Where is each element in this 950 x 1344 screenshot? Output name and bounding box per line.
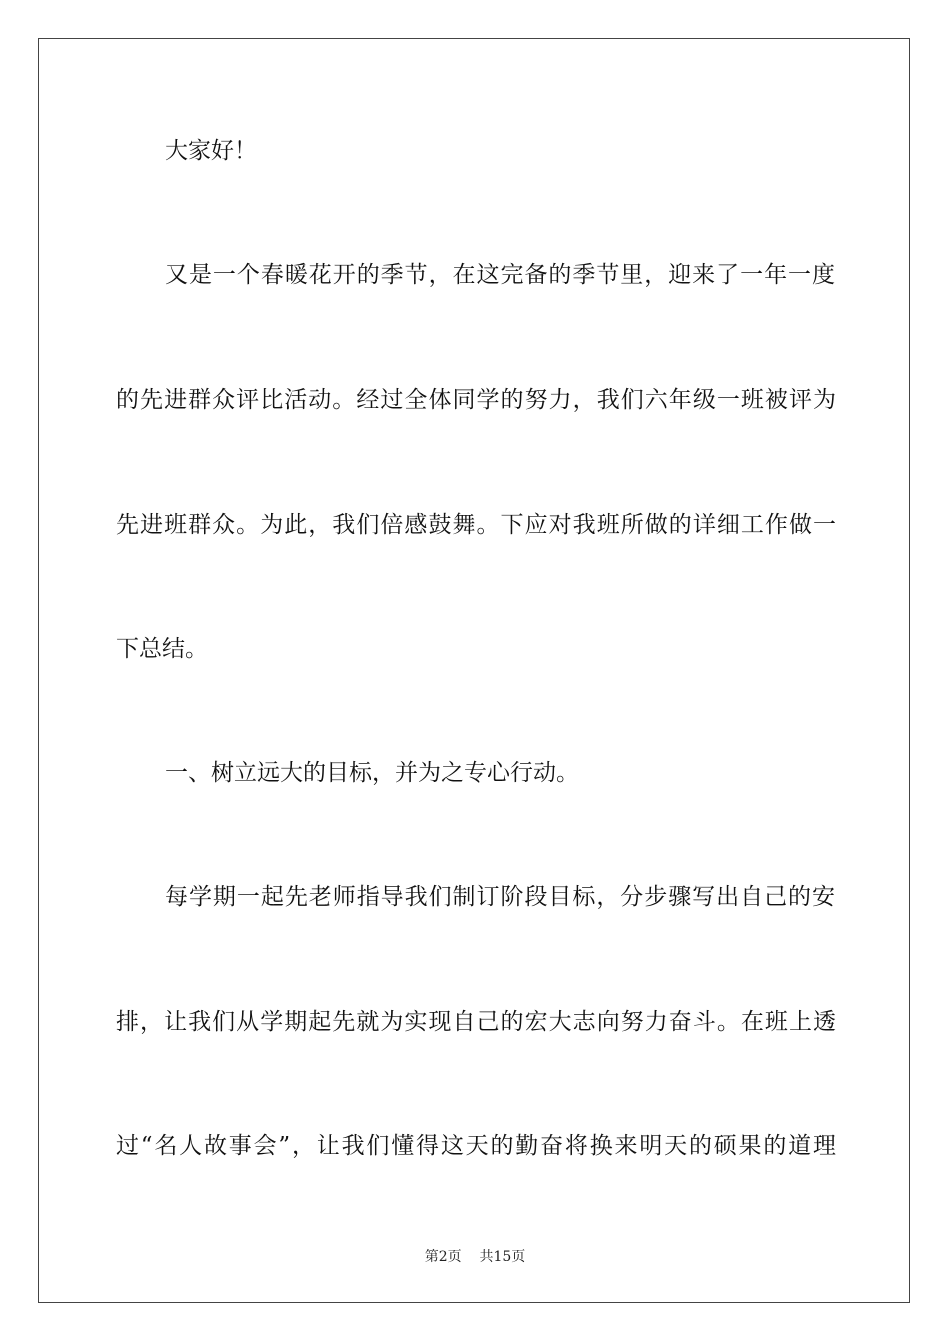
paragraph-line: 又是一个春暖花开的季节，在这完备的季节里，迎来了一年一度 [165, 262, 835, 288]
page-footer [0, 1246, 950, 1266]
greeting-line: 大家好！ [165, 138, 257, 164]
section-heading: 一、树立远大的目标，并为之专心行动。 [165, 760, 579, 786]
paragraph-line: 的先进群众评比活动。经过全体同学的努力，我们六年级一班被评为 [116, 387, 836, 413]
paragraph-line: 过“名人故事会”，让我们懂得这天的勤奋将换来明天的硕果的道理 [116, 1133, 836, 1159]
paragraph-line: 下总结。 [116, 636, 208, 662]
page-border [38, 38, 910, 1303]
page-number: 第2页 [424, 1249, 462, 1265]
paragraph-line: 先进班群众。为此，我们倍感鼓舞。下应对我班所做的详细工作做一 [116, 512, 836, 538]
page-total: 共15页 [479, 1249, 526, 1265]
paragraph-line: 每学期一起先老师指导我们制订阶段目标，分步骤写出自己的安 [165, 884, 835, 910]
paragraph-line: 排，让我们从学期起先就为实现自己的宏大志向努力奋斗。在班上透 [116, 1009, 836, 1035]
